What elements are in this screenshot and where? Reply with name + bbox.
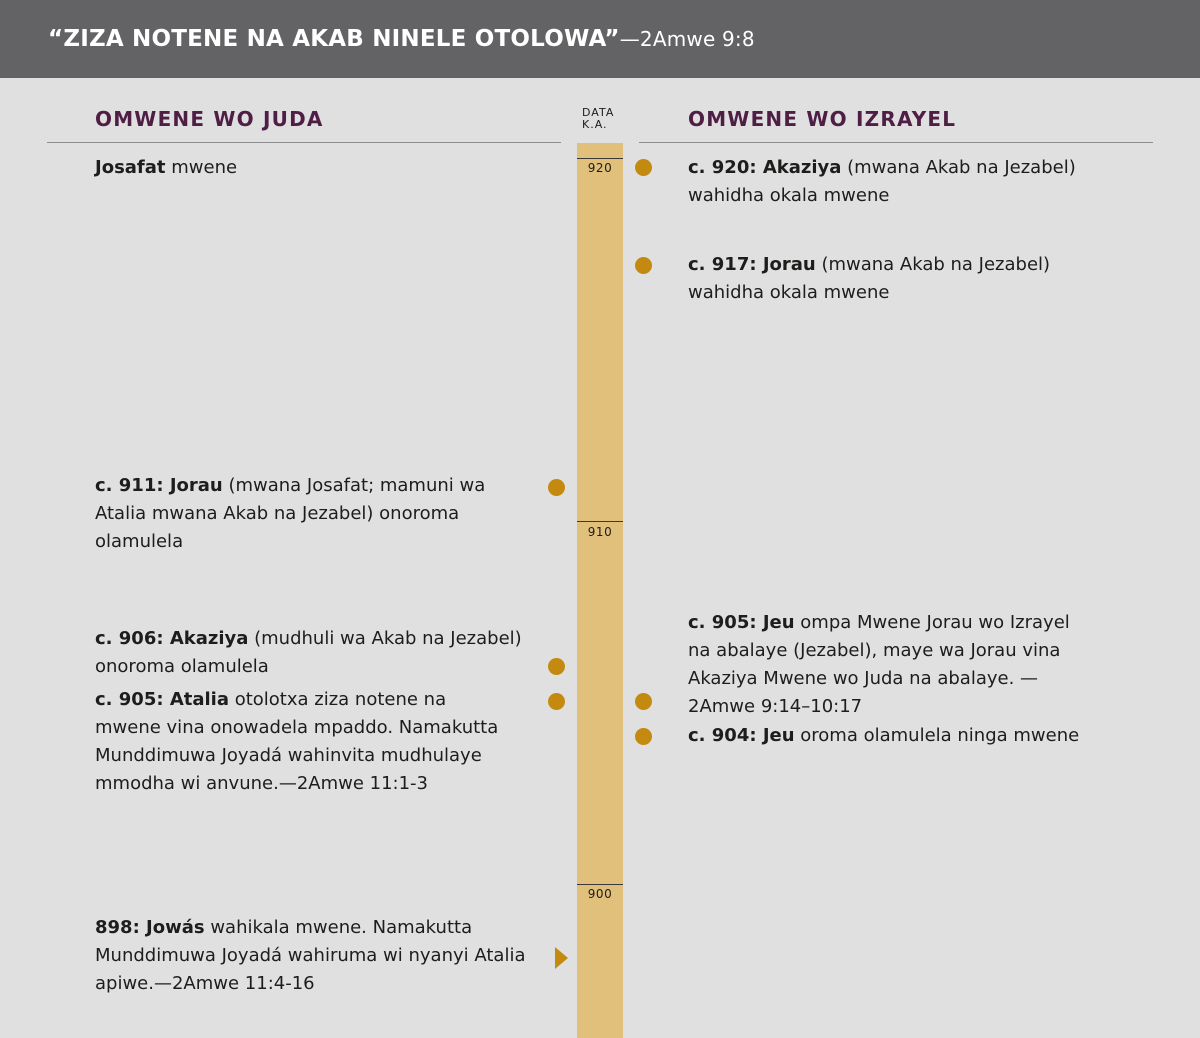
timeline-tick-label: 920: [587, 161, 613, 175]
izrayel-entry-jorau: [688, 251, 1088, 307]
title-quote: “ZIZA NOTENE NA AKAB NINELE OTOLOWA”: [48, 26, 620, 52]
entry-text: wahikala mwene. Namakutta Munddimuwa Joyadá wahiruma wi nyanyi Atalia apiwe.—2Amwe 11:4-16: [95, 917, 526, 994]
event-marker: [548, 479, 565, 496]
timeline-heading-line2: K.A.: [582, 118, 608, 131]
juda-entry-jorau: [95, 472, 515, 556]
entry-heading: 898: Jowás: [95, 917, 205, 938]
juda-entry-akaziya: [95, 625, 535, 681]
izrayel-entry-jeu-kills: [688, 609, 1088, 721]
entry-heading: c. 905: Atalia: [95, 689, 229, 710]
right-divider: [639, 142, 1153, 143]
timeline-heading: [582, 107, 614, 131]
timeline-tick: [577, 158, 623, 159]
timeline-tick: [577, 521, 623, 522]
entry-text: mwene: [165, 157, 238, 178]
timeline-tick-label: 900: [587, 887, 613, 901]
izrayel-entry-akaziya: [688, 154, 1088, 210]
juda-entry-jowas: [95, 914, 535, 998]
event-arrow-marker: [555, 947, 568, 969]
entry-heading: c. 920: Akaziya: [688, 157, 842, 178]
event-marker: [635, 728, 652, 745]
juda-entry-atalia: [95, 686, 505, 798]
title-reference: —2Amwe 9:8: [619, 27, 755, 51]
event-marker: [635, 693, 652, 710]
header-bar: [0, 0, 1200, 78]
left-column-title: OMWENE WO JUDA: [95, 107, 324, 131]
timeline-tick: [577, 884, 623, 885]
entry-text: ompa Mwene Jorau wo Izrayel na abalaye (Jezabel), maye wa Jorau vina Akaziya Mwene wo Juda na abalaye. —2Amwe 9:14–10:17: [688, 612, 1070, 717]
juda-entry-josafat: [95, 154, 535, 182]
entry-text: (mwana Akab na Jezabel) wahidha okala mwene: [688, 254, 1051, 303]
entry-text: (mwana Akab na Jezabel) wahidha okala mwene: [688, 157, 1076, 206]
event-marker: [635, 159, 652, 176]
entry-heading: c. 904: Jeu: [688, 725, 795, 746]
entry-text: (mudhuli wa Akab na Jezabel) onoroma olamulela: [95, 628, 522, 677]
left-divider: [47, 142, 561, 143]
timeline-bar: [577, 143, 623, 1038]
timeline-heading-line1: DATA: [582, 106, 615, 119]
event-marker: [548, 658, 565, 675]
entry-text: oroma olamulela ninga mwene: [794, 725, 1080, 746]
event-marker: [548, 693, 565, 710]
entry-heading: c. 917: Jorau: [688, 254, 816, 275]
izrayel-entry-jeu-reign: [688, 722, 1138, 750]
entry-heading: c. 906: Akaziya: [95, 628, 249, 649]
entry-heading: c. 911: Jorau: [95, 475, 223, 496]
page-title: [48, 26, 755, 52]
timeline-tick-label: 910: [587, 525, 613, 539]
entry-heading: c. 905: Jeu: [688, 612, 795, 633]
entry-text: (mwana Josafat; mamuni wa Atalia mwana Akab na Jezabel) onoroma olamulela: [95, 475, 486, 552]
entry-text: otolotxa ziza notene na mwene vina onowadela mpaddo. Namakutta Munddimuwa Joyadá wahinvita mudhulaye mmodha wi anvune.—2Amwe 11:1-3: [95, 689, 499, 794]
event-marker: [635, 257, 652, 274]
entry-heading: Josafat: [95, 157, 166, 178]
right-column-title: OMWENE WO IZRAYEL: [688, 107, 957, 131]
